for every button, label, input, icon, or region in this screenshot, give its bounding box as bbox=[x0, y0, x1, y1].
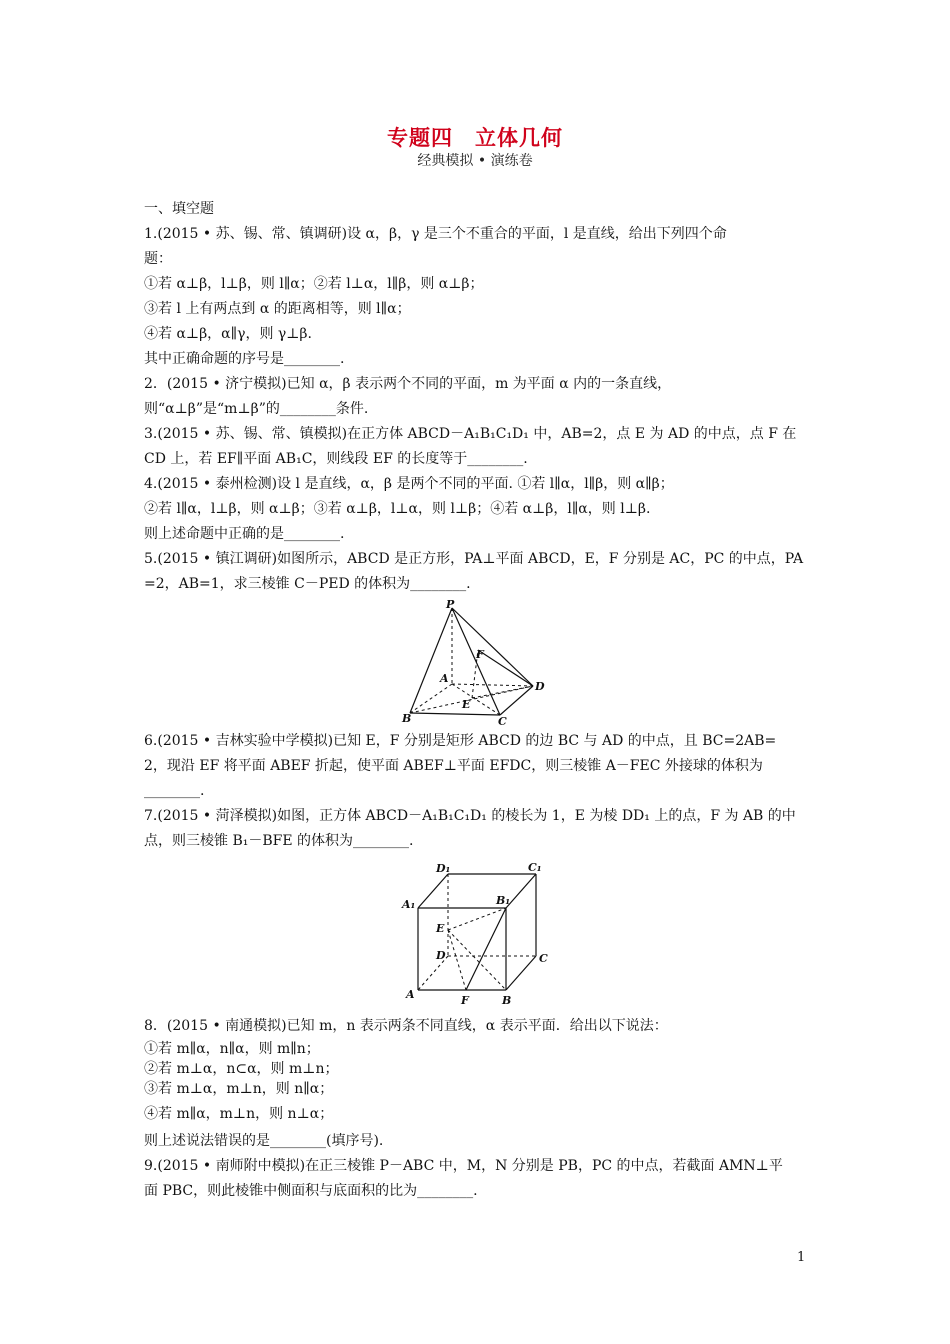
vertex-label: B bbox=[402, 712, 412, 725]
text-line: ③若 l 上有两点到 α 的距离相等，则 l∥α； bbox=[144, 301, 411, 317]
vertex-label: D bbox=[535, 680, 545, 693]
vertex-label: A₁ bbox=[402, 898, 416, 911]
text-line: 4.(2015 • 泰州检测)设 l 是直线，α，β 是两个不同的平面. ①若 l∥α，l∥β，则 α∥β； bbox=[144, 476, 674, 492]
text-line: ④若 m∥α，m⊥n，则 n⊥α； bbox=[144, 1106, 334, 1122]
text-line: 6.(2015 • 吉林实验中学模拟)已知 E，F 分别是矩形 ABCD 的边 BC 与 AD 的中点，且 BC=2AB= bbox=[144, 733, 777, 749]
text-line: 1.(2015 • 苏、锡、常、镇调研)设 α，β，γ 是三个不重合的平面，l 是直线，给出下列四个命 bbox=[144, 226, 727, 242]
text-line: 8．(2015 • 南通模拟)已知 m，n 表示两条不同直线，α 表示平面．给出以下说法： bbox=[144, 1018, 668, 1034]
vertex-label: E bbox=[462, 698, 471, 711]
text-line: 3.(2015 • 苏、锡、常、镇模拟)在正方体 ABCD－A₁B₁C₁D₁ 中，AB=2，点 E 为 AD 的中点，点 F 在 bbox=[144, 426, 797, 442]
vertex-label: D₁ bbox=[436, 862, 451, 875]
problems-block-2 bbox=[144, 729, 810, 854]
vertex-label: B₁ bbox=[496, 894, 511, 907]
text-line: ________. bbox=[144, 783, 205, 799]
text-line: 5.(2015 • 镇江调研)如图所示，ABCD 是正方形，PA⊥平面 ABCD，E，F 分别是 AC，PC 的中点，PA bbox=[144, 551, 804, 567]
text-line: ③若 m⊥α，m⊥n，则 n∥α； bbox=[144, 1081, 334, 1097]
text-line: 2．(2015 • 济宁模拟)已知 α，β 表示两个不同的平面，m 为平面 α 内的一条直线， bbox=[144, 376, 672, 392]
text-line: CD 上，若 EF∥平面 AB₁C，则线段 EF 的长度等于________. bbox=[144, 451, 528, 467]
pyramid-figure bbox=[400, 598, 550, 730]
text-line: 9.(2015 • 南师附中模拟)在正三棱锥 P－ABC 中，M，N 分别是 PB，PC 的中点，若截面 AMN⊥平 bbox=[144, 1158, 783, 1174]
problems-block-3 bbox=[144, 1014, 810, 1204]
vertex-label: E bbox=[436, 922, 445, 935]
text-line: ②若 l∥α，l⊥β，则 α⊥β；③若 α⊥β，l⊥α，则 l⊥β；④若 α⊥β，l∥α，则 l⊥β. bbox=[144, 501, 651, 517]
text-line: 7.(2015 • 菏泽模拟)如图，正方体 ABCD－A₁B₁C₁D₁ 的棱长为 1，E 为棱 DD₁ 上的点，F 为 AB 的中 bbox=[144, 808, 796, 824]
vertex-label: D bbox=[436, 949, 446, 962]
page-number: 1 bbox=[797, 1250, 806, 1265]
vertex-label: A bbox=[406, 988, 415, 1001]
text-line: 2，现沿 EF 将平面 ABEF 折起，使平面 ABEF⊥平面 EFDC，则三棱锥 A－FEC 外接球的体积为 bbox=[144, 758, 763, 774]
page-subtitle: 经典模拟 • 演练卷 bbox=[417, 153, 533, 169]
text-line: ①若 m∥α，n∥α，则 m∥n； bbox=[144, 1041, 320, 1057]
text-line: ②若 m⊥α，n⊂α，则 m⊥n； bbox=[144, 1061, 339, 1077]
vertex-label: P bbox=[446, 598, 455, 611]
vertex-label: F bbox=[461, 994, 469, 1007]
vertex-label: C₁ bbox=[528, 861, 542, 874]
text-line: =2，AB=1，求三棱锥 C－PED 的体积为________. bbox=[144, 576, 471, 592]
text-line: 则上述说法错误的是________(填序号). bbox=[144, 1133, 384, 1149]
cube-figure bbox=[398, 858, 550, 1012]
text-line: 则“α⊥β”是“m⊥β”的________条件. bbox=[144, 401, 369, 417]
page-title: 专题四 立体几何 bbox=[387, 126, 563, 150]
text-line: 其中正确命题的序号是________. bbox=[144, 351, 345, 367]
problems-block-1 bbox=[144, 197, 810, 597]
text-line: 面 PBC，则此棱锥中侧面积与底面积的比为________. bbox=[144, 1183, 478, 1199]
vertex-label: F bbox=[476, 648, 484, 661]
text-line: 点，则三棱锥 B₁－BFE 的体积为________. bbox=[144, 833, 414, 849]
vertex-label: C bbox=[539, 952, 548, 965]
text-line: ④若 α⊥β，α∥γ，则 γ⊥β. bbox=[144, 326, 312, 342]
section-heading: 一、填空题 bbox=[144, 201, 214, 217]
text-line: 则上述命题中正确的是________. bbox=[144, 526, 345, 542]
vertex-label: A bbox=[440, 672, 449, 685]
text-line: ①若 α⊥β，l⊥β，则 l∥α；②若 l⊥α，l∥β，则 α⊥β； bbox=[144, 276, 484, 292]
vertex-label: C bbox=[498, 715, 507, 726]
text-line: 题： bbox=[144, 251, 172, 267]
vertex-label: B bbox=[502, 994, 512, 1007]
